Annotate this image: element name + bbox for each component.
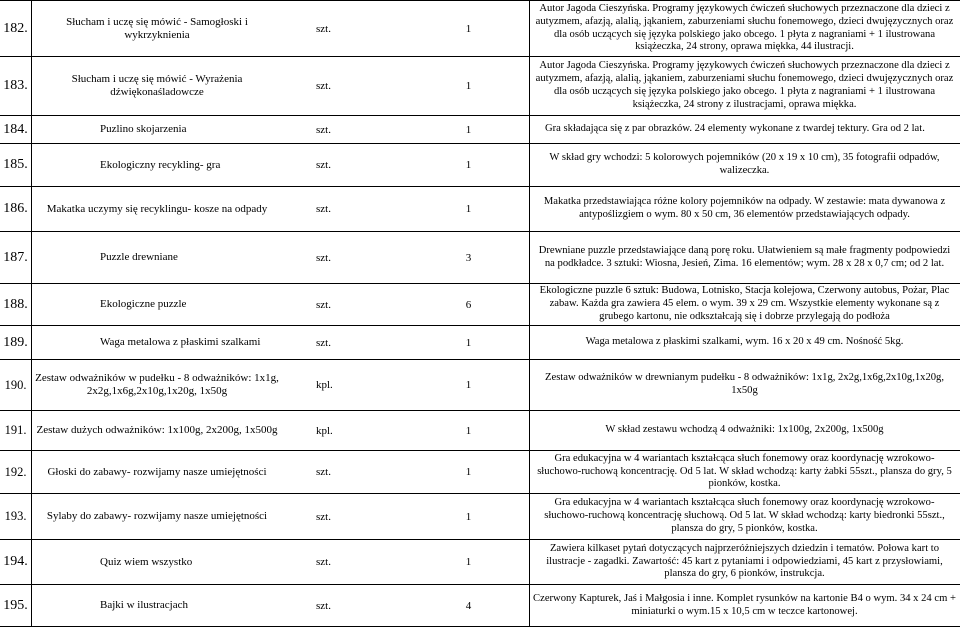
column-divider-description [529,540,530,584]
item-quantity: 1 [465,159,472,171]
row-number: 194. [3,554,28,569]
item-description: Gra składająca się z par obrazków. 24 elementy wykonane z twardej tektury. Gra od 2 lat. [545,123,925,135]
column-divider-number [31,284,32,325]
column-divider-description [529,284,530,325]
column-divider-description [529,360,530,410]
item-description: W skład gry wchodzi: 5 kolorowych pojemników (20 x 19 x 10 cm), 35 fotografii odpadów, walizeczka. [549,152,940,176]
item-description: Ekologiczne puzzle 6 sztuk: Budowa, Lotnisko, Stacja kolejowa, Czerwony autobus, Pożar, Plac zabaw. Każda gra zawiera 45 elem. o wym. 39 x 29 cm. Wszystkie elementy wykonane są z grubego kartonu, nie odkształcają się i dobrze przylegają do podłoża [539,285,950,322]
column-divider-description [529,326,530,359]
item-description: Autor Jagoda Cieszyńska. Programy językowych ćwiczeń słuchowych przeznaczone dla dzieci z autyzmem, afazją, alalią, jąkaniem, zaburzeniami słuchu fonemowego, dzieci dwujęzycznych oraz dla osób uczących się języka polskiego jako obcego. 1 płyta z nagraniami + 1 ilustrowana książeczka, 24 strony z ilustracjami, oprawa miękka. [535,60,954,110]
item-unit: szt. [316,22,331,35]
item-unit: szt. [316,599,331,612]
table-row [0,451,960,494]
item-name: Puzlino skojarzenia [100,123,187,135]
item-description: W skład zestawu wchodzą 4 odważniki: 1x100g, 2x200g, 1x500g [605,424,884,436]
column-divider-number [31,540,32,584]
item-unit: szt. [316,123,331,136]
item-description: Waga metalowa z płaskimi szalkami, wym. 16 x 20 x 49 cm. Nośność 5kg. [585,336,904,348]
item-unit: szt. [316,251,331,264]
item-name: Głoski do zabawy- rozwijamy nasze umiejętności [47,465,267,478]
column-divider-number [31,57,32,115]
column-divider-description [529,116,530,143]
item-name: Ekologiczne puzzle [100,298,187,310]
column-divider-description [529,411,530,450]
table-row [0,360,960,411]
item-unit: szt. [316,336,331,349]
item-unit: szt. [316,159,331,171]
item-name: Bajki w ilustracjach [100,599,188,611]
item-quantity: 1 [465,123,472,136]
item-name: Puzzle drewniane [100,251,178,263]
table-row [0,540,960,585]
item-quantity: 4 [465,599,472,612]
column-divider-description [529,57,530,115]
column-divider-number [31,116,32,143]
item-description: Zawiera kilkaset pytań dotyczących najprzeróżniejszych dziedzin i tematów. Połowa kart to ilustracje - zagadki. Zawartość: 45 kart z pytaniami i odpowiedziami, 45 kart z przysłowiami, plansza do gry, 6 pionków, instrukcja. [546,542,943,580]
table-row [0,411,960,451]
column-divider-description [529,144,530,186]
item-name: Zestaw odważników w pudełku - 8 odważników: 1x1g, 2x2g,1x6g,2x10g,1x20g, 1x50g [35,372,279,397]
column-divider-number [31,585,32,626]
table-row [0,187,960,232]
row-number: 192. [4,464,27,479]
column-divider-description [529,451,530,493]
table-row [0,144,960,187]
column-divider-number [31,411,32,450]
item-name: Waga metalowa z płaskimi szalkami [100,336,261,348]
row-number: 186. [3,201,28,216]
item-description: Gra edukacyjna w 4 wariantach kształcąca słuch fonemowy oraz koordynację wzrokowo-słuchowo-ruchową koncentrację słuchową. Od 5 lat. W skład wchodzą: karty biedronki 55szt., plansza do gry, 5 pionków, kostka. [544,497,945,534]
table-row [0,116,960,144]
item-quantity: 1 [465,203,472,215]
column-divider-number [31,232,32,283]
item-quantity: 1 [465,80,472,92]
item-description: Gra edukacyjna w 4 wariantach kształcąca słuch fonemowy oraz koordynację wzrokowo-słuchowo-ruchową koncentrację. Od 5 lat. W skład wchodzą: karty żabki 55szt., plansza do gry, 5 pionków, kostka. [537,452,952,490]
item-name: Zestaw dużych odważników: 1x100g, 2x200g, 1x500g [36,424,278,436]
row-number: 185. [3,157,28,172]
column-divider-description [529,1,530,56]
item-name: Makatka uczymy się recyklingu- kosze na odpady [46,202,268,215]
item-unit: szt. [316,466,331,478]
table-row [0,57,960,116]
table-row [0,284,960,326]
item-quantity: 1 [465,379,472,391]
item-quantity: 1 [465,22,472,35]
column-divider-description [529,187,530,231]
item-quantity: 1 [465,336,472,349]
item-description: Autor Jagoda Cieszyńska. Programy językowych ćwiczeń słuchowych przeznaczone dla dzieci z autyzmem, afazją, alalią, jąkaniem, zaburzeniami słuchu fonemowego, dzieci dwujęzycznych oraz dla osób uczących się języka polskiego jako obcego. 1 płyta z nagraniami + 1 ilustrowana książeczka, 24 strony, oprawa miękka, 44 ilustracji. [535,2,954,53]
item-unit: szt. [316,80,331,92]
item-quantity: 1 [465,424,472,437]
item-unit: szt. [316,510,331,523]
item-description: Zestaw odważników w drewnianym pudełku - 8 odważników: 1x1g, 2x2g,1x6g,2x10g,1x20g, 1x50g [545,372,944,396]
item-name: Sylaby do zabawy- rozwijamy nasze umiejętności [46,510,268,522]
item-quantity: 3 [465,251,472,264]
item-name: Ekologiczny recykling- gra [100,158,221,171]
row-number: 183. [3,78,28,93]
item-description: Makatka przedstawiająca różne kolory pojemników na odpady. W zestawie: mata dywanowa z antypoślizgiem o wym. 80 x 50 cm, 36 elementów przedstawiających odpady. [543,196,946,220]
table-row [0,232,960,284]
column-divider-number [31,451,32,493]
item-description: Czerwony Kapturek, Jaś i Małgosia i inne. Komplet rysunków na kartonie B4 o wym. 34 x 24 cm + miniaturki o wym.15 x 10,5 cm w teczce kartonowej. [533,592,956,617]
row-number: 189. [3,334,28,350]
row-number: 193. [4,509,27,523]
table-row [0,494,960,540]
item-quantity: 1 [465,510,472,523]
row-number: 187. [3,249,28,265]
item-quantity: 1 [465,466,472,478]
row-number: 188. [3,296,28,312]
item-quantity: 6 [465,298,472,311]
column-divider-number [31,144,32,186]
item-quantity: 1 [465,556,472,568]
table-row [0,326,960,360]
item-description: Drewniane puzzle przedstawiające daną porę roku. Ułatwieniem są małe fragmenty podpowiedzi na podkładce. 3 sztuki: Wiosna, Jesień, Zima. 16 elementów; wym. 28 x 28 x 0,7 cm; od 2 lat. [538,244,951,269]
row-number: 184. [3,121,28,137]
item-unit: kpl. [316,424,333,437]
column-divider-number [31,187,32,231]
row-number: 191. [4,423,27,437]
item-name: Quiz wiem wszystko [100,555,193,568]
item-name: Słucham i uczę się mówić - Wyrażenia dźwiękonaśladowcze [71,73,243,98]
column-divider-description [529,494,530,539]
column-divider-number [31,1,32,56]
column-divider-description [529,232,530,283]
column-divider-number [31,360,32,410]
column-divider-description [529,585,530,626]
column-divider-number [31,494,32,539]
row-number: 190. [4,377,27,392]
item-name: Słucham i uczę się mówić - Samogłoski i wykrzyknienia [66,15,248,41]
table-row [0,0,960,57]
item-unit: szt. [316,298,331,311]
item-unit: kpl. [316,379,333,391]
table-row [0,585,960,627]
row-number: 182. [3,20,28,36]
column-divider-number [31,326,32,359]
row-number: 195. [3,597,28,613]
item-unit: szt. [316,203,331,215]
item-unit: szt. [316,556,331,568]
